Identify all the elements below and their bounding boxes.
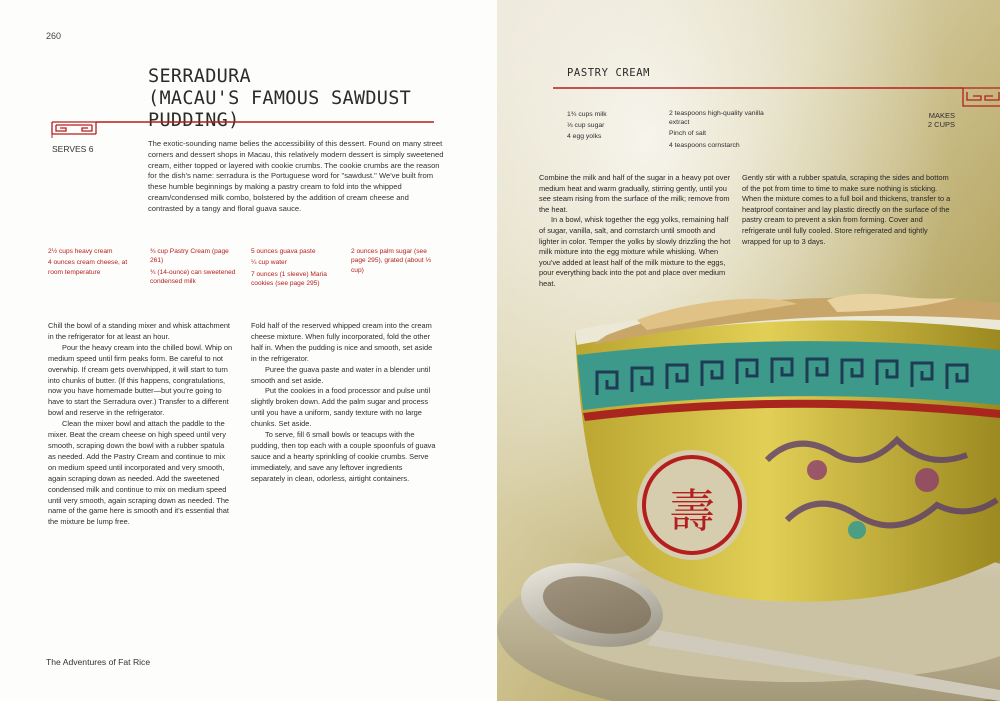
method-paragraph: Puree the guava paste and water in a blender until smooth and set aside. [251,364,431,385]
ingredient-column-1 [48,247,140,279]
method-paragraph: Gently stir with a rubber spatula, scraping the sides and bottom of the pot from time to time to make sure nothing is sticking. When the mixture comes to a full boil and thickens, transfer to a heatproof container and lay plastic directly on the surface of the pastry cream to prevent a skin from forming. Cover and refrigerate until fully cooled. Store refrigerated and tightly wrapped for up to 3 days. [742,173,951,246]
ingredient-column-3 [251,247,343,291]
method-paragraph: Combine the milk and half of the sugar in a heavy pot over medium heat and warm gradually, stirring gently, until you see steam rising from the surface of the milk; remove from the heat. [539,173,731,214]
ingredient: 4 ounces cream cheese, at room temperature [48,259,128,276]
ingredient: 2 teaspoons high-quality vanilla extract [669,110,764,127]
method-paragraph: Fold half of the reserved whipped cream into the cream cheese mixture. When fully incorporated, fold the other half in. When the pudding is nice and smooth, set aside in the refrigerator. [251,321,433,363]
ingredient-column-2 [150,247,242,289]
ingredient: Pinch of salt [669,130,707,138]
serves-label: SERVES 6 [52,144,94,154]
method-column-1 [48,321,234,528]
method-paragraph: Clean the mixer bowl and attach the paddle to the mixer. Beat the cream cheese on high speed until very smooth, scraping down the bowl with a rubber spatula as needed. Add the Pastry Cream and continue to mix on medium speed until incorporated and very smooth, again scraping down as needed. Add the sweetened condensed milk and continue to mix on medium speed until very smooth, again scraping down as needed. The name of the game here is smooth and it's essential that the mixture be lump free. [48,419,230,527]
ingredient: ¼ cup water [251,259,287,267]
ingredient: ¾ (14-ounce) can sweetened condensed milk [150,268,236,286]
ingredient: 4 teaspoons cornstarch [669,141,740,149]
page-number: 260 [46,31,62,41]
ingredient: 1¾ cups milk [567,111,607,118]
ingredient: ⅓ cup sugar [567,122,605,129]
ingredient: 4 egg yolks [567,133,602,140]
ingredient: 2½ cups heavy cream [48,248,113,255]
recipe-title-line2: (MACAU'S FAMOUS SAWDUST PUDDING) [148,88,412,131]
intro-paragraph: The exotic-sounding name belies the accessibility of this dessert. Found on many street corners and dessert shops in Macau, this relatively modern dessert is simply sweetened cream, either topped or layered with cookie crumbs. The cookie crumbs are the reason for the dish's name: serradura is the Portuguese word for "sawdust." We've built from these humble beginnings by making a pastry cream to fold into the whipped cream/condensed milk combo, bolstered by the addition of cream cheese and contrasted by a tangy and floral guava sauce. [148,139,444,213]
makes-label [899,111,955,129]
method-paragraph: To serve, fill 6 small bowls or teacups with the pudding, then top each with a couple spoonfuls of guava sauce and a hearty sprinkling of cookie crumbs. Serve immediately, and save any leftover ingredients separately in clean, odorless, airtight containers. [251,430,436,483]
pastry-method-col1 [539,173,735,290]
pastry-ingredients-col2 [669,109,764,150]
method-paragraph: Put the cookies in a food processor and pulse until slightly broken down. Add the palm sugar and process until you have a uniform, sandy texture with no large chunks. Set aside. [251,386,431,429]
fret-divider [44,119,436,139]
left-page [0,0,497,701]
sub-recipe-title: PASTRY CREAM [567,67,651,79]
ingredient: 7 ounces (1 sleeve) Maria cookies (see page 295) [251,270,327,288]
makes-line1: MAKES [928,111,955,120]
ingredient: 5 ounces guava paste [251,248,316,255]
pastry-method-col2 [742,173,954,247]
ingredient: ¾ cup Pastry Cream (page 261) [150,248,229,265]
recipe-title-line1: SERRADURA [148,66,251,87]
method-column-2 [251,321,437,485]
pastry-ingredients-col1 [567,109,657,142]
longevity-character: 壽 [669,484,715,538]
right-page [497,0,1000,701]
ingredient-column-4 [351,247,443,277]
book-title-footer: The Adventures of Fat Rice [46,657,151,667]
method-paragraph: Chill the bowl of a standing mixer and whisk attachment in the refrigerator for at least an hour. [48,321,230,341]
method-paragraph: In a bowl, whisk together the egg yolks, remaining half of sugar, vanilla, salt, and cornstarch until smooth and lighter in color. Temper the yolks by slowly drizzling the hot milk mixture into the egg mixture while whisking. When you've added at least half of the milk mixture to the eggs, pour everything back into the pot and place over medium heat. [539,215,731,288]
makes-line2: 2 CUPS [927,120,955,129]
method-paragraph: Pour the heavy cream into the chilled bowl. Whip on medium speed until firm peaks form. Be careful to not overwhip. If cream gets overwhipped, it will start to turn into chunks of butter. (If this happens, congratulations, now you have homemade butter—but you're going to have to start the Serradura over.) Transfer to a different bowl and reserve in the refrigerator. [48,342,233,418]
ingredient: 2 ounces palm sugar (see page 295), grated (about ⅓ cup) [351,248,431,274]
